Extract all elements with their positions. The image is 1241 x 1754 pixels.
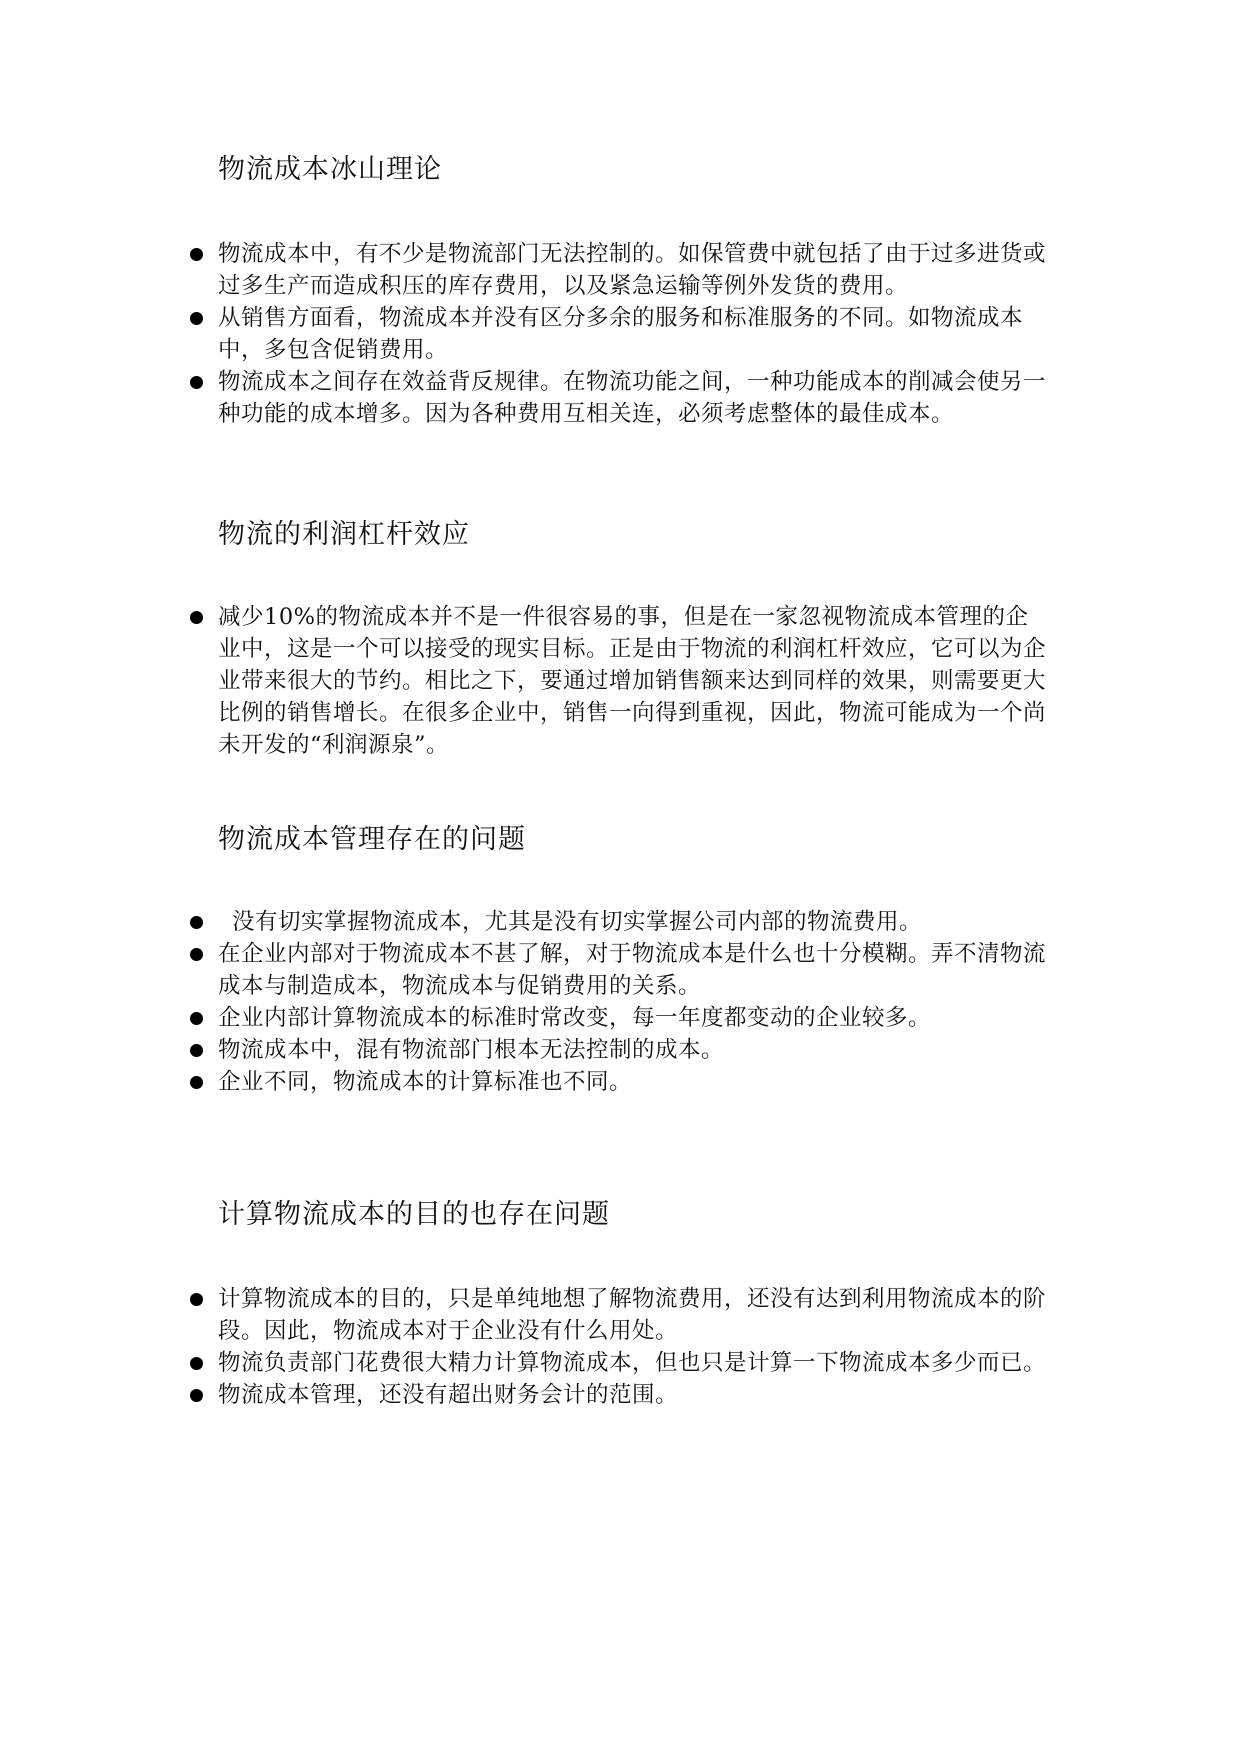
bullet-dot-icon (190, 948, 203, 961)
bullet-list (190, 906, 1070, 1098)
list-item (190, 1066, 1048, 1098)
list-item-text: 减少10%的物流成本并不是一件很容易的事，但是在一家忽视物流成本管理的企业中，这是一个可以接受的现实目标。正是由于物流的利润杠杆效应，它可以为企业带来很大的节约。相比之下，要通过增加销售额来达到同样的效果，则需要更大比例的销售增长。在很多企业中，销售一向得到重视，因此，物流可能成为一个尚未开发的“利润源泉”。 (218, 604, 1047, 758)
bullet-dot-icon (190, 916, 203, 929)
list-item-text: 企业不同，物流成本的计算标准也不同。 (218, 1069, 633, 1095)
section-heading: 物流的利润杠杆效应 (218, 519, 470, 550)
list-item (190, 1002, 1048, 1034)
list-item (190, 906, 1048, 938)
bullet-dot-icon (190, 1293, 203, 1306)
bullet-dot-icon (190, 1012, 203, 1025)
section-calculation-purpose (190, 1195, 1070, 1411)
section-profit-leverage (190, 515, 1070, 761)
list-item (190, 1283, 1048, 1347)
list-item-text: 物流成本中，有不少是物流部门无法控制的。如保管费中就包括了由于过多进货或过多生产而造成积压的库存费用，以及紧急运输等例外发货的费用。 (218, 241, 1047, 299)
list-item-text: 物流成本之间存在效益背反规律。在物流功能之间，一种功能成本的削减会使另一种功能的成本增多。因为各种费用互相关连，必须考虑整体的最佳成本。 (218, 369, 1047, 427)
bullet-dot-icon (190, 1044, 203, 1057)
bullet-dot-icon (190, 1389, 203, 1402)
section-heading: 计算物流成本的目的也存在问题 (218, 1199, 610, 1230)
bullet-list (190, 601, 1070, 761)
list-item-text: 从销售方面看，物流成本并没有区分多余的服务和标准服务的不同。如物流成本中，多包含促销费用。 (218, 305, 1024, 363)
section-iceberg-theory (190, 150, 1070, 430)
list-item-text: 计算物流成本的目的，只是单纯地想了解物流费用，还没有达到利用物流成本的阶段。因此，物流成本对于企业没有什么用处。 (218, 1286, 1047, 1344)
list-item (190, 366, 1048, 430)
list-item-text: 物流负责部门花费很大精力计算物流成本，但也只是计算一下物流成本多少而已。 (218, 1350, 1047, 1376)
bullet-dot-icon (190, 1357, 203, 1370)
bullet-dot-icon (190, 1076, 203, 1089)
bullet-dot-icon (190, 312, 203, 325)
list-item (190, 601, 1048, 761)
list-item (190, 1034, 1048, 1066)
list-item-text: 物流成本管理，还没有超出财务会计的范围。 (218, 1382, 679, 1408)
section-management-problems (190, 820, 1070, 1098)
list-item-text: 物流成本中，混有物流部门根本无法控制的成本。 (218, 1037, 725, 1063)
bullet-list (190, 238, 1070, 430)
section-heading: 物流成本冰山理论 (218, 154, 442, 185)
list-item (190, 938, 1048, 1002)
section-heading: 物流成本管理存在的问题 (218, 824, 526, 855)
bullet-dot-icon (190, 611, 203, 624)
list-item-text: 企业内部计算物流成本的标准时常改变，每一年度都变动的企业较多。 (218, 1005, 932, 1031)
list-item (190, 1379, 1048, 1411)
list-item (190, 302, 1048, 366)
bullet-list (190, 1283, 1070, 1411)
bullet-dot-icon (190, 248, 203, 261)
list-item-text: 在企业内部对于物流成本不甚了解，对于物流成本是什么也十分模糊。弄不清物流成本与制造成本，物流成本与促销费用的关系。 (218, 941, 1047, 999)
list-item (190, 238, 1048, 302)
list-item-text: 没有切实掌握物流成本，尤其是没有切实掌握公司内部的物流费用。 (232, 909, 923, 935)
bullet-dot-icon (190, 376, 203, 389)
list-item (190, 1347, 1048, 1379)
